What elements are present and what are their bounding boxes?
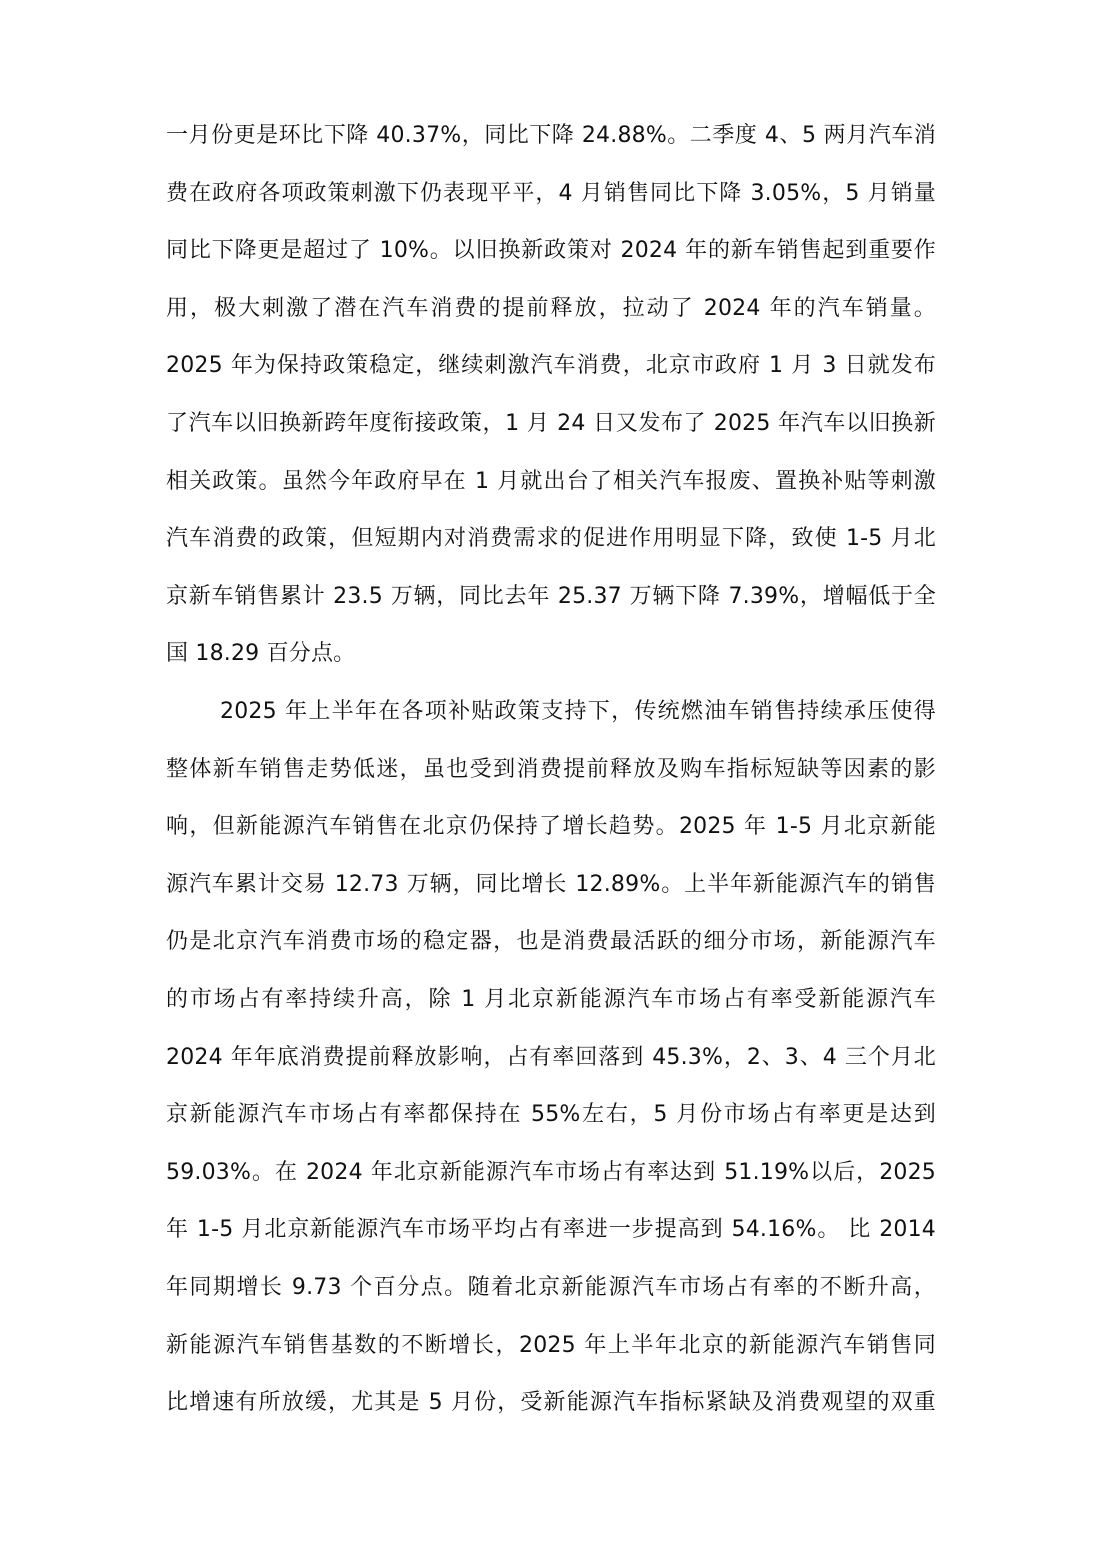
text-line: 京新车销售累计 23.5 万辆，同比去年 25.37 万辆下降 7.39%，增幅低于全 <box>166 583 936 609</box>
text-line: 汽车消费的政策，但短期内对消费需求的促进作用明显下降，致使 1-5 月北 <box>166 526 936 552</box>
text-line: 整体新车销售走势低迷，虽也受到消费提前释放及购车指标短缺等因素的影 <box>166 756 936 782</box>
text-line: 2025 年上半年在各项补贴政策支持下，传统燃油车销售持续承压使得 <box>220 699 936 724</box>
paragraph-2 <box>166 683 936 1432</box>
text-line: 用，极大刺激了潜在汽车消费的提前释放，拉动了 2024 年的汽车销量。 <box>166 295 936 321</box>
text-line: 新能源汽车销售基数的不断增长，2025 年上半年北京的新能源汽车销售同 <box>166 1332 936 1358</box>
text-line: 年 1-5 月北京新能源汽车市场平均占有率进一步提高到 54.16%。 比 2014 <box>166 1217 936 1243</box>
text-line: 2025 年为保持政策稳定，继续刺激汽车消费，北京市政府 1 月 3 日就发布 <box>166 353 936 379</box>
text-line: 相关政策。虽然今年政府早在 1 月就出台了相关汽车报废、置换补贴等刺激 <box>166 468 936 494</box>
text-line: 国 18.29 百分点。 <box>166 641 356 667</box>
text-line: 仍是北京汽车消费市场的稳定器，也是消费最活跃的细分市场，新能源汽车 <box>166 929 936 955</box>
text-line: 比增速有所放缓，尤其是 5 月份，受新能源汽车指标紧缺及消费观望的双重 <box>166 1390 936 1416</box>
text-line: 的市场占有率持续升高，除 1 月北京新能源汽车市场占有率受新能源汽车 <box>166 986 936 1012</box>
text-line: 京新能源汽车市场占有率都保持在 55%左右，5 月份市场占有率更是达到 <box>166 1102 936 1128</box>
text-line: 了汽车以旧换新跨年度衔接政策，1 月 24 日又发布了 2025 年汽车以旧换新 <box>166 410 936 436</box>
text-line: 同比下降更是超过了 10%。以旧换新政策对 2024 年的新车销售起到重要作 <box>166 238 936 264</box>
text-line: 费在政府各项政策刺激下仍表现平平，4 月销售同比下降 3.05%，5 月销量 <box>166 180 936 206</box>
text-line: 响，但新能源汽车销售在北京仍保持了增长趋势。2025 年 1-5 月北京新能 <box>166 814 936 840</box>
paragraph-1 <box>166 107 936 683</box>
text-line: 年同期增长 9.73 个百分点。随着北京新能源汽车市场占有率的不断升高， <box>166 1274 936 1300</box>
text-line: 源汽车累计交易 12.73 万辆，同比增长 12.89%。上半年新能源汽车的销售 <box>166 871 936 897</box>
text-line: 2024 年年底消费提前释放影响，占有率回落到 45.3%，2、3、4 三个月北 <box>166 1044 936 1070</box>
text-line: 59.03%。在 2024 年北京新能源汽车市场占有率达到 51.19%以后，2025 <box>166 1159 936 1185</box>
text-line: 一月份更是环比下降 40.37%，同比下降 24.88%。二季度 4、5 两月汽车消 <box>166 123 936 148</box>
